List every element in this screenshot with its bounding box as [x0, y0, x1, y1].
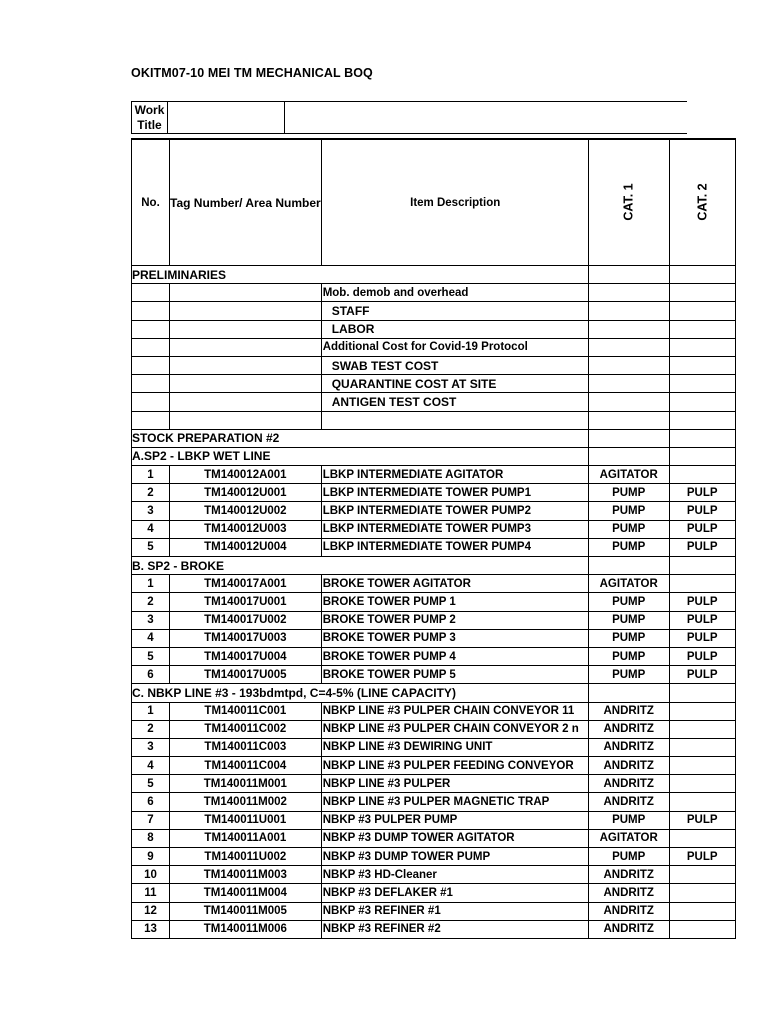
table-row — [132, 466, 736, 484]
category-2 — [669, 902, 735, 920]
table-row — [132, 484, 736, 502]
row-number: 1 — [132, 702, 170, 720]
table-row — [132, 520, 736, 538]
category-2 — [669, 466, 735, 484]
item-description: NBKP #3 REFINER #1 — [321, 902, 588, 920]
category-2 — [669, 884, 735, 902]
table-header-row — [132, 139, 736, 266]
tag-number: TM140017U003 — [170, 629, 322, 647]
header-cat-2: CAT. 2 — [669, 139, 735, 266]
category-1: PUMP — [588, 520, 669, 538]
work-title-label-line: Work — [134, 103, 165, 117]
table-row — [132, 320, 736, 338]
empty-cell — [669, 429, 735, 447]
row-number: 4 — [132, 629, 170, 647]
category-1 — [588, 393, 669, 411]
item-description: NBKP #3 DUMP TOWER PUMP — [321, 848, 588, 866]
table-row — [132, 811, 736, 829]
category-2: PULP — [669, 647, 735, 665]
category-1: PUMP — [588, 848, 669, 866]
item-description: NBKP #3 DEFLAKER #1 — [321, 884, 588, 902]
section-title: A.SP2 - LBKP WET LINE — [132, 447, 589, 465]
category-2 — [669, 866, 735, 884]
work-title-label-line: Title — [137, 118, 162, 132]
category-2 — [669, 302, 735, 320]
item-description: ANTIGEN TEST COST — [321, 393, 588, 411]
item-description: Mob. demob and overhead — [321, 284, 588, 302]
category-1: PUMP — [588, 629, 669, 647]
category-1: PUMP — [588, 811, 669, 829]
row-number: 4 — [132, 757, 170, 775]
table-row — [132, 738, 736, 756]
category-2 — [669, 320, 735, 338]
row-number: 2 — [132, 484, 170, 502]
row-number — [132, 320, 170, 338]
table-row — [132, 393, 736, 411]
category-1: PUMP — [588, 538, 669, 556]
item-description: LBKP INTERMEDIATE TOWER PUMP1 — [321, 484, 588, 502]
category-1: ANDRITZ — [588, 720, 669, 738]
category-1 — [588, 284, 669, 302]
row-number — [132, 338, 170, 356]
empty-cell — [669, 557, 735, 575]
work-title-label-text — [135, 103, 165, 132]
category-2 — [669, 338, 735, 356]
table-row — [132, 611, 736, 629]
table-row — [132, 593, 736, 611]
row-number: 5 — [132, 647, 170, 665]
category-2: PULP — [669, 502, 735, 520]
tag-number: TM140011A001 — [170, 829, 322, 847]
tag-number: TM140012U004 — [170, 538, 322, 556]
category-2 — [669, 393, 735, 411]
tag-number: TM140011U001 — [170, 811, 322, 829]
item-description: NBKP LINE #3 PULPER CHAIN CONVEYOR 2 n — [321, 720, 588, 738]
section-row — [132, 557, 736, 575]
category-1 — [588, 338, 669, 356]
item-description: BROKE TOWER PUMP 4 — [321, 647, 588, 665]
category-2: PULP — [669, 520, 735, 538]
category-1: ANDRITZ — [588, 884, 669, 902]
item-description: NBKP #3 HD-Cleaner — [321, 866, 588, 884]
section-title: B. SP2 - BROKE — [132, 557, 589, 575]
category-1: ANDRITZ — [588, 866, 669, 884]
table-row — [132, 920, 736, 938]
row-number: 1 — [132, 575, 170, 593]
row-number — [132, 411, 170, 429]
category-1: PUMP — [588, 484, 669, 502]
category-2: PULP — [669, 811, 735, 829]
category-1 — [588, 411, 669, 429]
tag-number — [170, 302, 322, 320]
row-number — [132, 302, 170, 320]
tag-number: TM140017U002 — [170, 611, 322, 629]
empty-cell — [588, 684, 669, 702]
item-description: LABOR — [321, 320, 588, 338]
item-description: BROKE TOWER PUMP 5 — [321, 666, 588, 684]
table-row — [132, 848, 736, 866]
tag-number — [170, 375, 322, 393]
category-2: PULP — [669, 593, 735, 611]
empty-cell — [588, 266, 669, 284]
item-description: BROKE TOWER AGITATOR — [321, 575, 588, 593]
category-2: PULP — [669, 666, 735, 684]
tag-number: TM140012U002 — [170, 502, 322, 520]
category-1 — [588, 375, 669, 393]
item-description: STAFF — [321, 302, 588, 320]
tag-number — [170, 411, 322, 429]
table-row — [132, 829, 736, 847]
table-row — [132, 884, 736, 902]
tag-number: TM140011M004 — [170, 884, 322, 902]
tag-number: TM140011M006 — [170, 920, 322, 938]
tag-number: TM140012U003 — [170, 520, 322, 538]
category-1: ANDRITZ — [588, 702, 669, 720]
tag-number: TM140011C004 — [170, 757, 322, 775]
table-row — [132, 866, 736, 884]
row-number: 3 — [132, 502, 170, 520]
row-number — [132, 393, 170, 411]
category-1: AGITATOR — [588, 466, 669, 484]
table-row — [132, 775, 736, 793]
section-title: C. NBKP LINE #3 - 193bdmtpd, C=4-5% (LINE CAPACITY) — [132, 684, 589, 702]
category-2: PULP — [669, 484, 735, 502]
category-1: PUMP — [588, 611, 669, 629]
row-number: 13 — [132, 920, 170, 938]
tag-number: TM140011M005 — [170, 902, 322, 920]
section-row — [132, 266, 736, 284]
item-description: BROKE TOWER PUMP 1 — [321, 593, 588, 611]
header-item-description: Item Description — [321, 139, 588, 266]
category-1: ANDRITZ — [588, 920, 669, 938]
item-description — [321, 411, 588, 429]
category-1: ANDRITZ — [588, 738, 669, 756]
table-row — [132, 575, 736, 593]
category-2 — [669, 829, 735, 847]
table-row — [132, 302, 736, 320]
table-row — [132, 720, 736, 738]
empty-cell — [669, 684, 735, 702]
row-number: 1 — [132, 466, 170, 484]
work-title-bottom-rule — [285, 133, 687, 134]
tag-number — [170, 356, 322, 374]
work-title-value[interactable] — [168, 101, 285, 134]
row-number: 10 — [132, 866, 170, 884]
tag-number: TM140012U001 — [170, 484, 322, 502]
item-description: LBKP INTERMEDIATE TOWER PUMP2 — [321, 502, 588, 520]
tag-number: TM140017A001 — [170, 575, 322, 593]
category-2 — [669, 375, 735, 393]
row-number — [132, 375, 170, 393]
item-description: Additional Cost for Covid-19 Protocol — [321, 338, 588, 356]
empty-cell — [588, 447, 669, 465]
category-2: PULP — [669, 611, 735, 629]
work-title-label — [131, 101, 168, 134]
category-1: PUMP — [588, 502, 669, 520]
row-number: 11 — [132, 884, 170, 902]
category-2: PULP — [669, 629, 735, 647]
tag-number: TM140011M003 — [170, 866, 322, 884]
category-1: ANDRITZ — [588, 757, 669, 775]
row-number: 7 — [132, 811, 170, 829]
boq-table — [131, 138, 736, 939]
row-number: 8 — [132, 829, 170, 847]
item-description: NBKP LINE #3 DEWIRING UNIT — [321, 738, 588, 756]
section-row — [132, 684, 736, 702]
top-rule — [285, 101, 687, 102]
item-description: NBKP #3 DUMP TOWER AGITATOR — [321, 829, 588, 847]
section-title: STOCK PREPARATION #2 — [132, 429, 589, 447]
tag-number — [170, 320, 322, 338]
item-description: LBKP INTERMEDIATE AGITATOR — [321, 466, 588, 484]
tag-number: TM140011M002 — [170, 793, 322, 811]
row-number: 6 — [132, 666, 170, 684]
table-row — [132, 647, 736, 665]
section-row — [132, 447, 736, 465]
table-row — [132, 666, 736, 684]
category-1: ANDRITZ — [588, 902, 669, 920]
category-2 — [669, 575, 735, 593]
tag-number: TM140017U001 — [170, 593, 322, 611]
row-number — [132, 356, 170, 374]
category-1 — [588, 320, 669, 338]
item-description: QUARANTINE COST AT SITE — [321, 375, 588, 393]
header-cat-1: CAT. 1 — [588, 139, 669, 266]
table-row — [132, 757, 736, 775]
tag-number — [170, 393, 322, 411]
table-row — [132, 902, 736, 920]
table-row — [132, 793, 736, 811]
table-row — [132, 702, 736, 720]
table-row — [132, 411, 736, 429]
category-1 — [588, 302, 669, 320]
table-row — [132, 356, 736, 374]
header-tag-number: Tag Number/ Area Number — [170, 139, 322, 266]
category-1: ANDRITZ — [588, 793, 669, 811]
item-description: LBKP INTERMEDIATE TOWER PUMP4 — [321, 538, 588, 556]
tag-number: TM140017U005 — [170, 666, 322, 684]
table-row — [132, 338, 736, 356]
item-description: NBKP LINE #3 PULPER — [321, 775, 588, 793]
item-description: NBKP LINE #3 PULPER MAGNETIC TRAP — [321, 793, 588, 811]
row-number: 2 — [132, 720, 170, 738]
section-title: PRELIMINARIES — [132, 266, 589, 284]
item-description: SWAB TEST COST — [321, 356, 588, 374]
category-2 — [669, 411, 735, 429]
category-2 — [669, 702, 735, 720]
table-row — [132, 502, 736, 520]
tag-number: TM140011M001 — [170, 775, 322, 793]
header-no: No. — [132, 139, 170, 266]
item-description: NBKP LINE #3 PULPER CHAIN CONVEYOR 11 — [321, 702, 588, 720]
empty-cell — [669, 447, 735, 465]
category-1: AGITATOR — [588, 829, 669, 847]
tag-number — [170, 284, 322, 302]
category-1 — [588, 356, 669, 374]
row-number: 3 — [132, 611, 170, 629]
table-row — [132, 284, 736, 302]
category-2 — [669, 775, 735, 793]
item-description: BROKE TOWER PUMP 2 — [321, 611, 588, 629]
tag-number: TM140011C001 — [170, 702, 322, 720]
tag-number: TM140017U004 — [170, 647, 322, 665]
tag-number: TM140011C003 — [170, 738, 322, 756]
item-description: LBKP INTERMEDIATE TOWER PUMP3 — [321, 520, 588, 538]
tag-number: TM140011U002 — [170, 848, 322, 866]
item-description: NBKP LINE #3 PULPER FEEDING CONVEYOR — [321, 757, 588, 775]
item-description: NBKP #3 REFINER #2 — [321, 920, 588, 938]
category-2 — [669, 284, 735, 302]
category-2: PULP — [669, 848, 735, 866]
category-2 — [669, 793, 735, 811]
tag-number: TM140012A001 — [170, 466, 322, 484]
row-number: 4 — [132, 520, 170, 538]
item-description: BROKE TOWER PUMP 3 — [321, 629, 588, 647]
tag-number: TM140011C002 — [170, 720, 322, 738]
empty-cell — [588, 557, 669, 575]
category-1: ANDRITZ — [588, 775, 669, 793]
category-1: PUMP — [588, 666, 669, 684]
table-row — [132, 629, 736, 647]
empty-cell — [669, 266, 735, 284]
category-2 — [669, 738, 735, 756]
category-2 — [669, 757, 735, 775]
table-row — [132, 538, 736, 556]
document-title: OKITM07-10 MEI TM MECHANICAL BOQ — [131, 66, 373, 80]
section-row — [132, 429, 736, 447]
row-number: 12 — [132, 902, 170, 920]
category-2 — [669, 920, 735, 938]
category-1: AGITATOR — [588, 575, 669, 593]
row-number: 5 — [132, 775, 170, 793]
item-description: NBKP #3 PULPER PUMP — [321, 811, 588, 829]
empty-cell — [588, 429, 669, 447]
category-2: PULP — [669, 538, 735, 556]
row-number: 2 — [132, 593, 170, 611]
row-number: 5 — [132, 538, 170, 556]
row-number: 9 — [132, 848, 170, 866]
row-number — [132, 284, 170, 302]
table-body — [132, 266, 736, 939]
tag-number — [170, 338, 322, 356]
category-2 — [669, 356, 735, 374]
category-1: PUMP — [588, 647, 669, 665]
row-number: 3 — [132, 738, 170, 756]
row-number: 6 — [132, 793, 170, 811]
category-1: PUMP — [588, 593, 669, 611]
table-row — [132, 375, 736, 393]
work-title-block — [0, 0, 768, 140]
category-2 — [669, 720, 735, 738]
